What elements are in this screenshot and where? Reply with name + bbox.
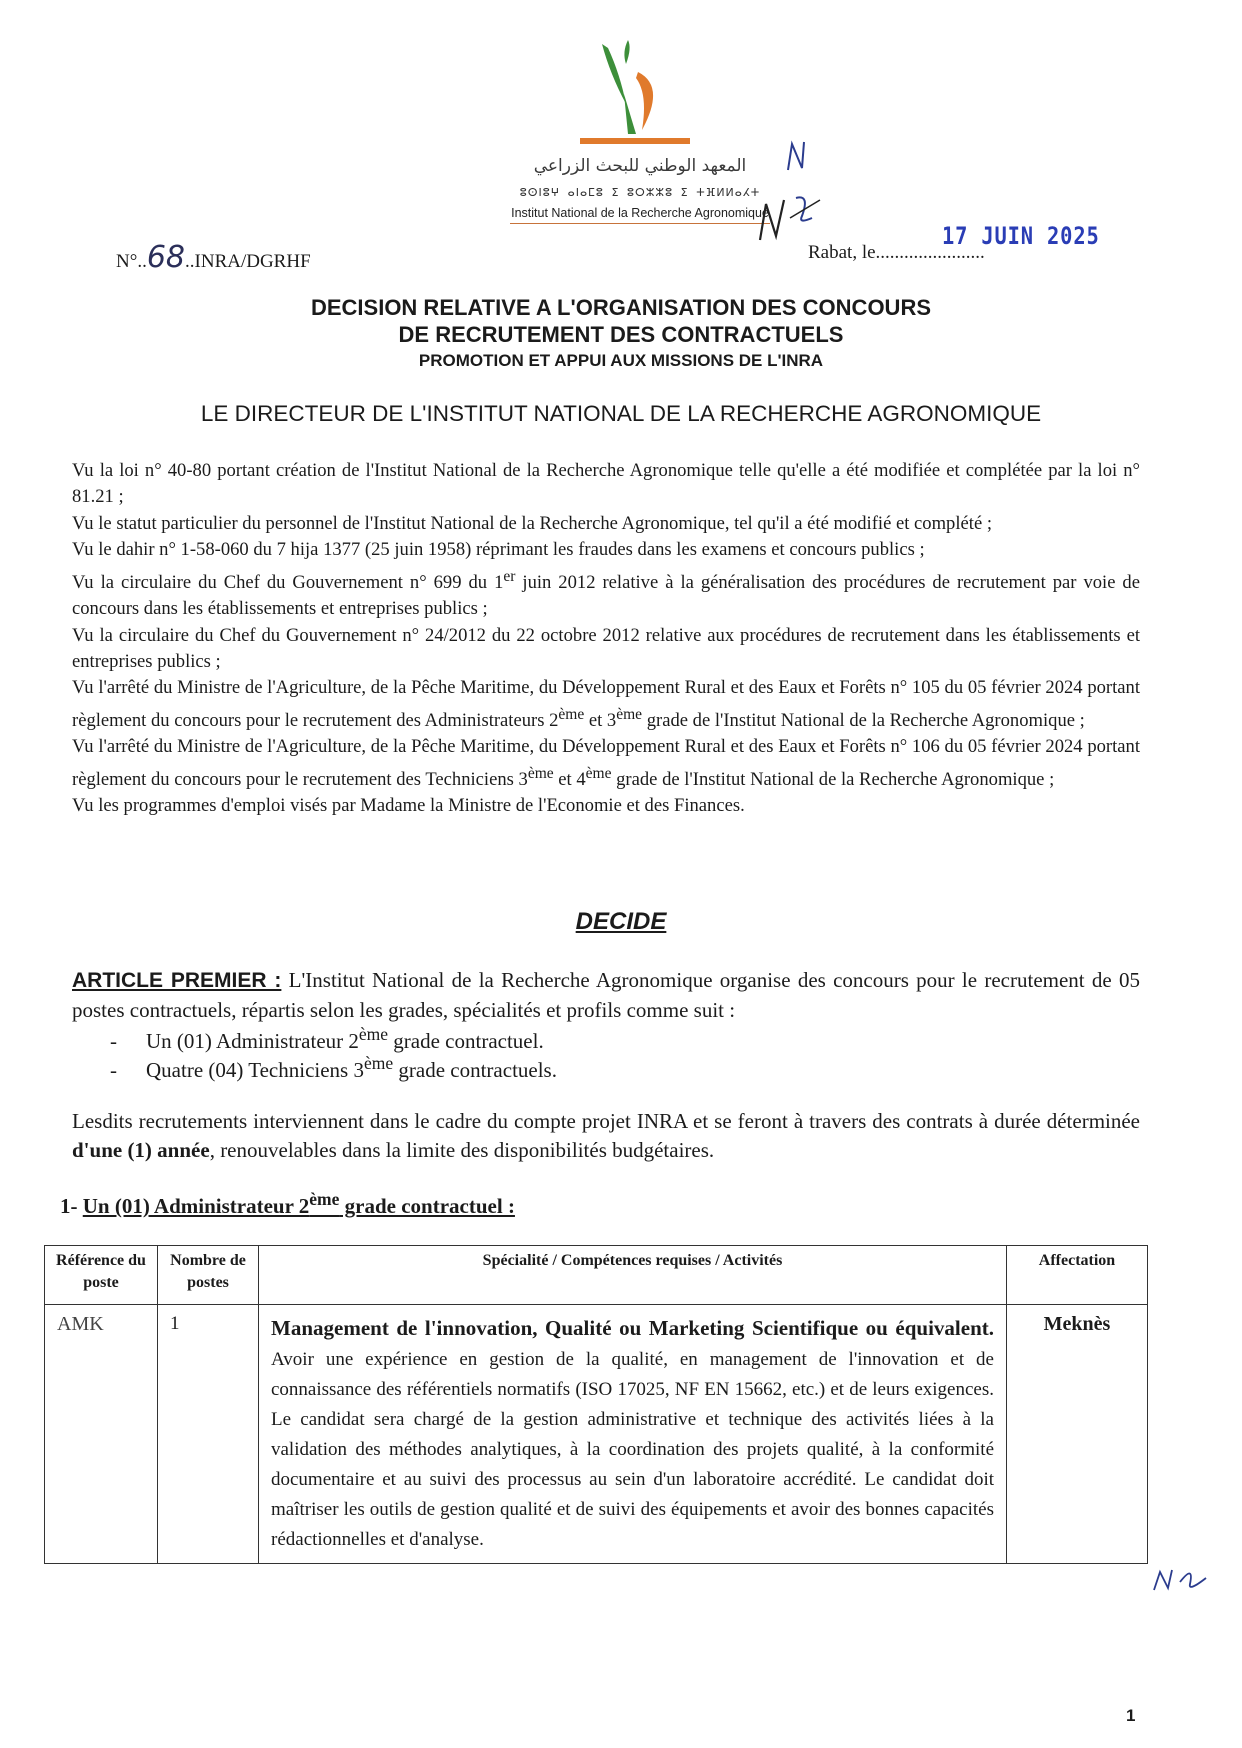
vu-clause: Vu l'arrêté du Ministre de l'Agriculture, de la Pêche Maritime, du Développement Rural et des Eaux et Forêts n° 105 du 05 février 2024 portant règlement du concours pour le recrutement des Administrateurs 2ème et 3ème grade de l'Institut National de la Recherche Agronomique ;: [72, 677, 1140, 732]
inra-emblem-icon: [580, 34, 690, 154]
title-line-3: PROMOTION ET APPUI AUX MISSIONS DE L'INRA: [418, 351, 824, 370]
vu-clause: Vu l'arrêté du Ministre de l'Agriculture, de la Pêche Maritime, du Développement Rural et des Eaux et Forêts n° 106 du 05 février 2024 portant règlement du concours pour le recrutement des Techniciens 3ème et 4ème grade de l'Institut National de la Recherche Agronomique ;: [72, 736, 1140, 791]
article-text: L'Institut National de la Recherche Agronomique organise des concours pour le recrutement de 05 postes contractuels, répartis selon les grades, spécialités et profils comme suit :: [72, 968, 1140, 1022]
inra-logo: [511, 34, 769, 234]
article-bullet: - Un (01) Administrateur 2ème grade contractuel.: [110, 1024, 544, 1053]
page-number: 1: [1126, 1706, 1136, 1725]
positions-table: [44, 1245, 1148, 1564]
ref-suffix: ..INRA/DGRHF: [185, 251, 311, 272]
vu-clause: Vu le statut particulier du personnel de l'Institut National de la Recherche Agronomique, tel qu'il a été modifié et complété ;: [72, 512, 993, 534]
handwritten-paraph-signature: [1150, 1558, 1220, 1598]
table-row: [45, 1305, 1148, 1564]
article-bullet: - Quatre (04) Techniciens 3ème grade contractuels.: [110, 1053, 557, 1082]
cell-affectation: Meknès: [1007, 1305, 1148, 1564]
header-speciality: Spécialité / Compétences requises / Activités: [259, 1246, 1007, 1305]
title-line-1: DECISION RELATIVE A L'ORGANISATION DES CONCOURS: [310, 295, 932, 320]
director-heading: LE DIRECTEUR DE L'INSTITUT NATIONAL DE LA RECHERCHE AGRONOMIQUE: [200, 401, 1042, 426]
vu-clause: Vu la circulaire du Chef du Gouvernement n° 699 du 1er juin 2012 relative à la généralisation des procédures de recrutement par voie de concours dans les établissements et entreprises publics ;: [72, 567, 1140, 620]
reference-number: [116, 240, 311, 275]
cell-count: 1: [158, 1305, 259, 1564]
title-line-2: DE RECRUTEMENT DES CONTRACTUELS: [398, 322, 844, 347]
decide-heading: DECIDE: [575, 908, 667, 935]
article-premier: [72, 966, 1140, 1024]
vu-clause: Vu la circulaire du Chef du Gouvernement n° 24/2012 du 22 octobre 2012 relative aux procédures de recrutement dans les établissements et entreprises publics ;: [72, 624, 1140, 673]
logo-french-text: Institut National de la Recherche Agronomique: [510, 206, 770, 224]
article-label: ARTICLE PREMIER :: [72, 969, 282, 992]
lesdits-paragraph: Lesdits recrutements interviennent dans le cadre du compte projet INRA et se feront à travers des contrats à durée déterminée d'une (1) année, renouvelables dans la limite des disponibilités budgétaires.: [72, 1109, 1140, 1162]
table-header-row: [45, 1246, 1148, 1305]
header-reference: Référence du poste: [45, 1246, 158, 1305]
ref-handwritten-number: 68: [146, 240, 186, 275]
header-affectation: Affectation: [1007, 1246, 1148, 1305]
cell-reference: AMK: [45, 1305, 158, 1564]
logo-tifinagh-text: ⵓⵙⵏⵓⵖ ⴰⵏⴰⵎⵓ ⵉ ⵓⵔⵣⵣⵓ ⵉ ⵜⴼⵍⵍⴰⵃⵜ: [519, 186, 761, 199]
rabat-date-line: Rabat, le.......................: [808, 242, 985, 263]
vu-clause: Vu les programmes d'emploi visés par Madame la Ministre de l'Economie et des Finances.: [72, 795, 745, 817]
vu-clause: Vu la loi n° 40-80 portant création de l'Institut National de la Recherche Agronomique telle qu'elle a été modifiée et complétée par la loi n° 81.21 ;: [72, 460, 1140, 508]
logo-arabic-text: المعهد الوطني للبحث الزراعي: [533, 156, 747, 176]
date-stamp: 17 JUIN 2025: [942, 222, 1100, 250]
header-count: Nombre de postes: [158, 1246, 259, 1305]
cell-description: Management de l'innovation, Qualité ou Marketing Scientifique ou équivalent. Avoir une expérience en gestion de la qualité, en management de l'innovation et de connaissance des référentiels normatifs (ISO 17025, NF EN 15662, etc.) et de leurs exigences. Le candidat sera chargé de la gestion administrative et technique des activités liées à la validation des méthodes analytiques, à la coordination des projets qualité, à la conformité documentaire et au suivi des processus au sein d'un laboratoire accrédité. Le candidat doit maîtriser les outils de gestion qualité et de suivi des équipements et avoir des bonnes capacités rédactionnelles et d'analyse.: [259, 1305, 1007, 1564]
handwritten-initials-signature: [740, 140, 840, 250]
ref-prefix: N°..: [116, 251, 147, 272]
preamble-clauses: [72, 458, 1140, 820]
section-1-heading: 1- Un (01) Administrateur 2ème grade contractuel :: [60, 1189, 515, 1218]
vu-clause: Vu le dahir n° 1-58-060 du 7 hija 1377 (25 juin 1958) réprimant les fraudes dans les examens et concours publics ;: [72, 539, 925, 561]
